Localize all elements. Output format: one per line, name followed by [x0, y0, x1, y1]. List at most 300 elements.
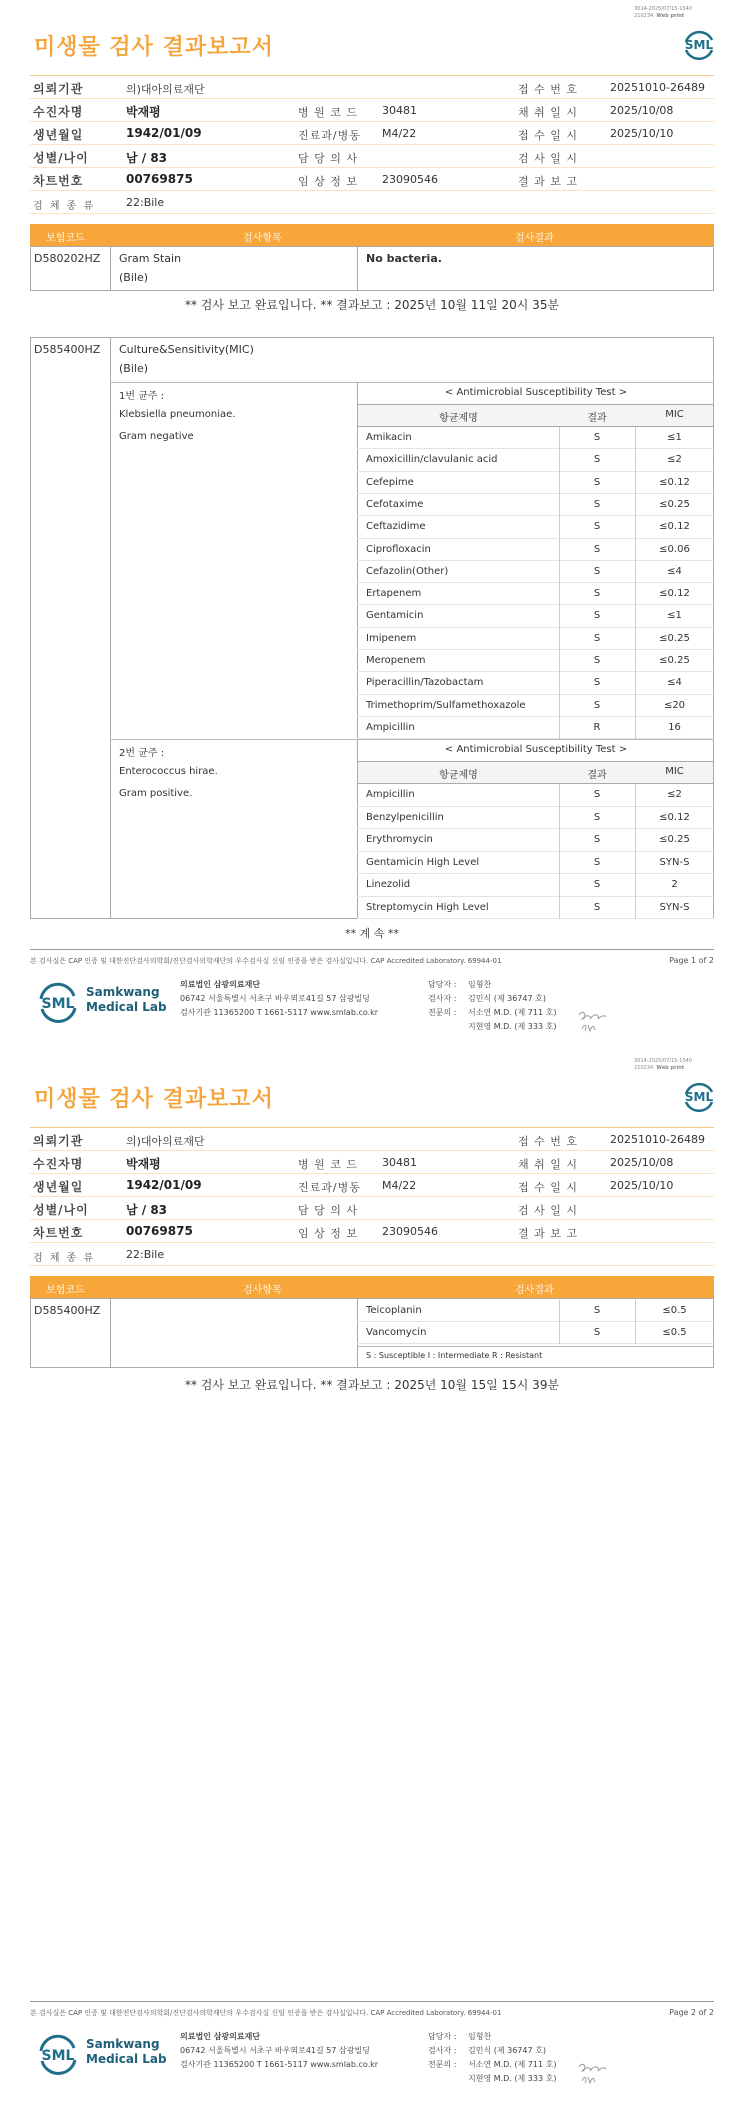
col-divider — [635, 717, 636, 739]
staff-value: 임형찬 — [468, 2032, 492, 2041]
tester-value: 김민식 (제 36747 호) — [468, 2046, 546, 2055]
culture-table — [30, 337, 714, 919]
col-divider — [559, 561, 560, 583]
col-divider — [559, 605, 560, 627]
drug-name: Meropenem — [366, 655, 426, 666]
culture-table-continued — [30, 1276, 714, 1368]
ast-title-2: < Antimicrobial Susceptibility Test > — [444, 744, 628, 755]
drug-name: Ampicillin — [366, 721, 415, 733]
dob-value: 1942/01/09 — [126, 126, 202, 140]
mic-value: ≤20 — [663, 699, 686, 711]
mic-value: ≤0.25 — [659, 632, 690, 644]
collection-date-value: 2025/10/08 — [610, 1156, 674, 1169]
row-divider — [357, 604, 714, 605]
organism-2-gram: Gram positive. — [119, 788, 193, 799]
specialist-1: 서소연 M.D. (제 711 호) — [468, 1008, 557, 1017]
doc-code — [634, 6, 692, 20]
col-divider — [635, 1322, 636, 1344]
specialist-1: 서소연 M.D. (제 711 호) — [468, 2060, 557, 2069]
drug-name: Piperacillin/Tazobactam — [366, 677, 484, 689]
page-number: Page 1 of 2 — [669, 956, 714, 965]
doc-code-line2: 210234 — [634, 13, 654, 19]
col-divider — [559, 695, 560, 717]
col-divider — [635, 539, 636, 561]
patient-info-table — [30, 1127, 714, 1266]
row-divider — [357, 806, 714, 807]
info-row-4 — [30, 1197, 714, 1220]
row-divider — [357, 851, 714, 852]
susceptibility-result: S — [593, 1327, 601, 1338]
info-row-5 — [30, 168, 714, 191]
col-divider — [635, 852, 636, 875]
organism-1-label: 1번 균주 : — [119, 391, 165, 402]
col-divider — [559, 1322, 560, 1344]
completion-notice-2: ** 검사 보고 완료입니다. ** 결과보고 : 2025년 10월 15일 15시 39분 — [184, 1378, 560, 1392]
col-divider — [635, 494, 636, 516]
header-result: 검사결과 — [515, 1285, 554, 1296]
org-address: 06742 서울특별시 서초구 바우뫼로41길 57 삼광빌딩 — [180, 2046, 370, 2055]
dept-value: M4/22 — [382, 127, 417, 140]
mic-value: ≤0.12 — [659, 588, 690, 600]
susceptibility-result: S — [593, 1305, 601, 1316]
divider — [357, 382, 358, 919]
footer-lab-info — [0, 2027, 744, 2097]
col-divider — [635, 650, 636, 672]
drug-name: Ceftazidime — [366, 521, 426, 533]
row-divider — [357, 560, 714, 561]
col-drug-1: 항균제명 — [439, 413, 478, 424]
mic-value: ≤0.25 — [659, 655, 690, 666]
test-date-label: 검 사 일 시 — [518, 152, 578, 165]
col-divider — [559, 829, 560, 852]
mic-value: SYN-S — [659, 901, 690, 913]
info-row-4 — [30, 145, 714, 168]
drug-name: Cefepime — [366, 476, 414, 488]
mic-value: ≤4 — [667, 677, 682, 689]
mic-value: SYN-S — [659, 856, 690, 868]
cap-note: 본 검사실은 CAP 인증 및 대한진단검사의학회/진단검사의학재단의 우수검사실 신임 인증을 받은 검사실입니다. CAP Accredited Laboratory. 69944-01 — [30, 957, 502, 965]
mic-value: ≤4 — [667, 565, 682, 577]
drug-name: Erythromycin — [366, 834, 433, 845]
col-divider — [559, 650, 560, 672]
chart-no-label: 차트번호 — [33, 1226, 84, 1240]
hospital-code-label: 병 원 코 드 — [298, 1158, 358, 1171]
dob-value: 1942/01/09 — [126, 1178, 202, 1192]
org-contact: 검사기관 11365200 T 1661-5117 www.smlab.co.kr — [180, 1008, 379, 1017]
col-mic-1: MIC — [665, 409, 684, 420]
ast-title-1: < Antimicrobial Susceptibility Test > — [444, 387, 628, 398]
sex-age-label: 성별/나이 — [33, 1203, 89, 1217]
mic-value: 2 — [671, 879, 678, 890]
drug-name: Gentamicin High Level — [366, 856, 480, 868]
doc-code-line1: 3014-2025/07/15-1540 — [634, 6, 692, 12]
drug-name: Cefazolin(Other) — [366, 565, 449, 577]
org-name: 의료법인 삼광의료재단 — [180, 2032, 261, 2041]
doc-code-line2: 210234 — [634, 1065, 654, 1071]
lab-name-line1: Samkwang — [86, 2037, 160, 2051]
staff-label: 담당자 : — [428, 2032, 457, 2041]
clinical-info-label: 임 상 정 보 — [298, 1227, 358, 1240]
culture-code: D585400HZ — [34, 343, 101, 356]
col-divider — [559, 472, 560, 494]
col-divider — [635, 449, 636, 471]
mic-value: ≤0.5 — [662, 1305, 687, 1316]
footer-lab-info — [0, 975, 744, 1045]
name-label: 수진자명 — [33, 1157, 84, 1171]
sex-age-value: 남 / 83 — [126, 1203, 168, 1217]
gram-stain-result: No bacteria. — [366, 252, 442, 265]
mic-value: ≤0.5 — [662, 1327, 687, 1338]
col-divider — [559, 874, 560, 897]
drug-name: Trimethoprim/Sulfamethoxazole — [366, 699, 526, 711]
name-value: 박재평 — [126, 105, 161, 119]
info-row-6 — [30, 191, 714, 214]
doc-code-line1: 3014-2025/07/15-1540 — [634, 1058, 692, 1064]
mic-value: ≤0.12 — [659, 811, 690, 823]
cap-note: 본 검사실은 CAP 인증 및 대한진단검사의학회/진단검사의학재단의 우수검사실 신임 인증을 받은 검사실입니다. CAP Accredited Laboratory. 69944-01 — [30, 2009, 502, 2017]
result-table-header — [30, 224, 714, 246]
chart-no-value: 00769875 — [126, 1224, 193, 1238]
chart-no-value: 00769875 — [126, 172, 193, 186]
divider — [110, 1298, 111, 1368]
drug-name: Ciprofloxacin — [366, 543, 431, 555]
mic-value: ≤0.25 — [659, 834, 690, 845]
col-divider — [559, 583, 560, 605]
specialist-label: 전문의 : — [428, 2060, 457, 2069]
requesting-org-label: 의뢰기관 — [33, 1134, 84, 1148]
sml-logo-text: SML — [684, 38, 714, 52]
mic-value: ≤0.06 — [659, 543, 690, 555]
divider — [357, 1298, 358, 1368]
mic-value: ≤1 — [667, 610, 682, 622]
susceptibility-result: S — [593, 811, 601, 823]
susceptibility-result: S — [593, 454, 601, 466]
col-divider — [559, 449, 560, 471]
result-report-label: 결 과 보 고 — [518, 1227, 578, 1240]
col-divider — [635, 472, 636, 494]
dob-label: 생년월일 — [33, 128, 84, 142]
footer-note — [30, 2008, 714, 2018]
info-row-3 — [30, 122, 714, 145]
footer-logo-text: SML — [41, 996, 75, 1012]
row-divider — [357, 471, 714, 472]
hospital-code-value: 30481 — [382, 104, 417, 117]
dept-label: 진료과/병동 — [298, 1181, 361, 1194]
col-divider — [635, 784, 636, 807]
susceptibility-result: S — [593, 432, 601, 443]
col-divider — [635, 605, 636, 627]
info-row-5 — [30, 1220, 714, 1243]
row-divider — [357, 896, 714, 897]
clinical-info-label: 임 상 정 보 — [298, 175, 358, 188]
gram-stain-item: Gram Stain — [119, 252, 182, 265]
col-result-1: 결과 — [587, 413, 607, 424]
footer-divider — [30, 2001, 714, 2002]
footer-logo-text: SML — [41, 2048, 75, 2064]
signature-icon — [576, 2057, 610, 2085]
col-drug-2: 항균제명 — [439, 770, 478, 781]
lab-name-line2: Medical Lab — [86, 1000, 167, 1014]
col-divider — [559, 539, 560, 561]
susceptibility-result: S — [593, 699, 601, 711]
sml-footer-logo-icon — [36, 2033, 80, 2077]
gram-stain-specimen: (Bile) — [119, 271, 149, 284]
report-page-2 — [0, 1052, 744, 2104]
drug-name: Amikacin — [366, 432, 412, 443]
footer-note — [30, 956, 714, 966]
susceptibility-result: R — [593, 721, 601, 733]
col-divider — [559, 427, 560, 449]
clinical-info-value: 23090546 — [382, 173, 438, 186]
info-row-6 — [30, 1243, 714, 1266]
mic-value: ≤1 — [667, 432, 682, 443]
specialist-2: 지현영 M.D. (제 333 호) — [468, 2074, 557, 2083]
tester-label: 검사자 : — [428, 994, 457, 1003]
receipt-no-label: 접 수 번 호 — [518, 83, 578, 96]
drug-name: Linezolid — [366, 879, 411, 890]
mic-value: 16 — [668, 721, 681, 733]
row-divider — [357, 1321, 714, 1322]
susceptibility-result: S — [593, 588, 601, 600]
requesting-org-value: 의)대아의료재단 — [126, 83, 205, 96]
susceptibility-result: S — [593, 901, 601, 913]
drug-name: Vancomycin — [366, 1327, 427, 1338]
sml-logo-icon — [680, 1078, 718, 1116]
susceptibility-result: S — [593, 521, 601, 533]
org-address: 06742 서울특별시 서초구 바우뫼로41길 57 삼광빌딩 — [180, 994, 370, 1003]
col-result-2: 결과 — [587, 770, 607, 781]
col-divider — [559, 717, 560, 739]
col-divider — [635, 1300, 636, 1322]
susceptibility-result: S — [593, 632, 601, 644]
sml-logo-icon — [680, 26, 718, 64]
susceptibility-result: S — [593, 498, 601, 510]
row-divider — [357, 493, 714, 494]
staff-label: 담당자 : — [428, 980, 457, 989]
specialist-2: 지현영 M.D. (제 333 호) — [468, 1022, 557, 1031]
tester-label: 검사자 : — [428, 2046, 457, 2055]
page-number: Page 2 of 2 — [669, 2008, 714, 2017]
col-divider — [559, 897, 560, 920]
sex-age-value: 남 / 83 — [126, 151, 168, 165]
organism-2-label: 2번 균주 : — [119, 748, 165, 759]
sex-age-label: 성별/나이 — [33, 151, 89, 165]
dept-label: 진료과/병동 — [298, 129, 361, 142]
row-divider — [357, 515, 714, 516]
header-code: 보험코드 — [46, 233, 85, 244]
row-divider — [357, 828, 714, 829]
receipt-no-label: 접 수 번 호 — [518, 1135, 578, 1148]
row-divider — [357, 627, 714, 628]
row-divider — [357, 1343, 714, 1344]
susceptibility-result: S — [593, 565, 601, 577]
divider — [110, 246, 111, 291]
tester-value: 김민식 (제 36747 호) — [468, 994, 546, 1003]
susceptibility-result: S — [593, 476, 601, 488]
header-code: 보험코드 — [46, 1285, 85, 1296]
drug-name: Amoxicillin/clavulanic acid — [366, 454, 498, 466]
susceptibility-result: S — [593, 856, 601, 868]
row-divider — [357, 538, 714, 539]
col-divider — [635, 628, 636, 650]
divider — [110, 382, 714, 383]
signature-icon — [576, 1005, 610, 1033]
doc-code — [634, 1058, 692, 1072]
susceptibility-result: S — [593, 879, 601, 890]
col-divider — [635, 561, 636, 583]
col-divider — [559, 852, 560, 875]
susceptibility-result: S — [593, 655, 601, 666]
receipt-date-value: 2025/10/10 — [610, 1179, 674, 1192]
report-title: 미생물 검사 결과보고서 — [34, 1087, 274, 1112]
collection-date-value: 2025/10/08 — [610, 104, 674, 117]
header-item: 검사항목 — [243, 1285, 282, 1296]
receipt-no-value: 20251010-26489 — [610, 81, 705, 94]
requesting-org-value: 의)대아의료재단 — [126, 1135, 205, 1148]
organism-1-gram: Gram negative — [119, 431, 194, 442]
mic-value: ≤2 — [667, 789, 682, 800]
mic-value: ≤0.25 — [659, 498, 690, 510]
lab-name-line2: Medical Lab — [86, 2052, 167, 2066]
col-divider — [635, 583, 636, 605]
receipt-no-value: 20251010-26489 — [610, 1133, 705, 1146]
col-divider — [559, 628, 560, 650]
row-divider — [357, 448, 714, 449]
col-divider — [559, 672, 560, 694]
col-divider — [635, 516, 636, 538]
header-result: 검사결과 — [515, 233, 554, 244]
col-divider — [559, 516, 560, 538]
report-title: 미생물 검사 결과보고서 — [34, 35, 274, 60]
chart-no-label: 차트번호 — [33, 174, 84, 188]
gram-stain-code: D580202HZ — [34, 252, 101, 265]
susceptibility-result: S — [593, 834, 601, 845]
organism-1-name: Klebsiella pneumoniae. — [119, 409, 236, 420]
col-divider — [635, 829, 636, 852]
susceptibility-result: S — [593, 677, 601, 689]
col-divider — [559, 494, 560, 516]
collection-date-label: 채 취 일 시 — [518, 106, 578, 119]
sml-footer-logo-icon — [36, 981, 80, 1025]
footer-divider — [30, 949, 714, 950]
mic-value: ≤0.12 — [659, 521, 690, 533]
row-divider — [357, 918, 714, 919]
row-divider — [357, 649, 714, 650]
col-divider — [635, 672, 636, 694]
col-divider — [635, 807, 636, 830]
drug-name: Benzylpenicillin — [366, 811, 444, 823]
divider — [357, 1346, 714, 1347]
culture-specimen: (Bile) — [119, 362, 149, 375]
drug-name: Ertapenem — [366, 588, 422, 600]
divider — [110, 337, 111, 919]
receipt-date-label: 접 수 일 시 — [518, 129, 578, 142]
info-row-2 — [30, 1151, 714, 1174]
drug-name: Ampicillin — [366, 789, 415, 800]
doctor-label: 담 당 의 사 — [298, 152, 358, 165]
receipt-date-value: 2025/10/10 — [610, 127, 674, 140]
org-contact: 검사기관 11365200 T 1661-5117 www.smlab.co.kr — [180, 2060, 379, 2069]
header-item: 검사항목 — [243, 233, 282, 244]
drug-name: Streptomycin High Level — [366, 901, 489, 913]
dept-value: M4/22 — [382, 1179, 417, 1192]
specimen-value: 22:Bile — [126, 196, 165, 209]
organism-2-name: Enterococcus hirae. — [119, 766, 218, 777]
row-divider — [357, 582, 714, 583]
col-divider — [635, 874, 636, 897]
web-print-label: Web print — [656, 13, 685, 19]
drug-name: Teicoplanin — [366, 1305, 422, 1316]
col-divider — [559, 784, 560, 807]
susceptibility-result: S — [593, 543, 601, 555]
culture-item: Culture&Sensitivity(MIC) — [119, 343, 254, 356]
test-date-label: 검 사 일 시 — [518, 1204, 578, 1217]
info-row-1 — [30, 76, 714, 99]
requesting-org-label: 의뢰기관 — [33, 82, 84, 96]
col-divider — [559, 807, 560, 830]
col-divider — [635, 427, 636, 449]
drug-name: Imipenem — [366, 632, 417, 644]
divider — [110, 739, 714, 740]
col-divider — [559, 1300, 560, 1322]
specialist-label: 전문의 : — [428, 1008, 457, 1017]
specimen-label: 검 체 종 류 — [33, 201, 96, 212]
divider — [357, 246, 358, 291]
mic-value: ≤2 — [667, 454, 682, 466]
result-legend: S : Susceptible I : Intermediate R : Resistant — [366, 1351, 543, 1360]
drug-name: Cefotaxime — [366, 498, 424, 510]
col-divider — [635, 897, 636, 920]
row-divider — [357, 671, 714, 672]
susceptibility-result: S — [593, 789, 601, 800]
doctor-label: 담 당 의 사 — [298, 1204, 358, 1217]
hospital-code-value: 30481 — [382, 1156, 417, 1169]
specimen-value: 22:Bile — [126, 1248, 165, 1261]
dob-label: 생년월일 — [33, 1180, 84, 1194]
row-divider — [357, 716, 714, 717]
info-row-2 — [30, 99, 714, 122]
collection-date-label: 채 취 일 시 — [518, 1158, 578, 1171]
name-value: 박재평 — [126, 1157, 161, 1171]
lab-name-line1: Samkwang — [86, 985, 160, 999]
row-divider — [357, 873, 714, 874]
receipt-date-label: 접 수 일 시 — [518, 1181, 578, 1194]
row-divider — [357, 694, 714, 695]
continued-notice: ** 계 속 ** — [345, 927, 399, 940]
susceptibility-result: S — [593, 610, 601, 622]
staff-value: 임형찬 — [468, 980, 492, 989]
result-table-header — [30, 1276, 714, 1298]
result-report-label: 결 과 보 고 — [518, 175, 578, 188]
drug-name: Gentamicin — [366, 610, 424, 622]
gram-stain-table — [30, 224, 714, 284]
info-row-3 — [30, 1174, 714, 1197]
culture-code: D585400HZ — [34, 1304, 101, 1317]
org-name: 의료법인 삼광의료재단 — [180, 980, 261, 989]
col-divider — [635, 695, 636, 717]
name-label: 수진자명 — [33, 105, 84, 119]
completion-notice-1: ** 검사 보고 완료입니다. ** 결과보고 : 2025년 10월 11일 20시 35분 — [184, 298, 560, 312]
hospital-code-label: 병 원 코 드 — [298, 106, 358, 119]
info-row-1 — [30, 1128, 714, 1151]
clinical-info-value: 23090546 — [382, 1225, 438, 1238]
web-print-label: Web print — [656, 1065, 685, 1071]
col-mic-2: MIC — [665, 766, 684, 777]
sml-logo-text: SML — [684, 1090, 714, 1104]
mic-value: ≤0.12 — [659, 476, 690, 488]
specimen-label: 검 체 종 류 — [33, 1253, 96, 1264]
patient-info-table — [30, 75, 714, 214]
